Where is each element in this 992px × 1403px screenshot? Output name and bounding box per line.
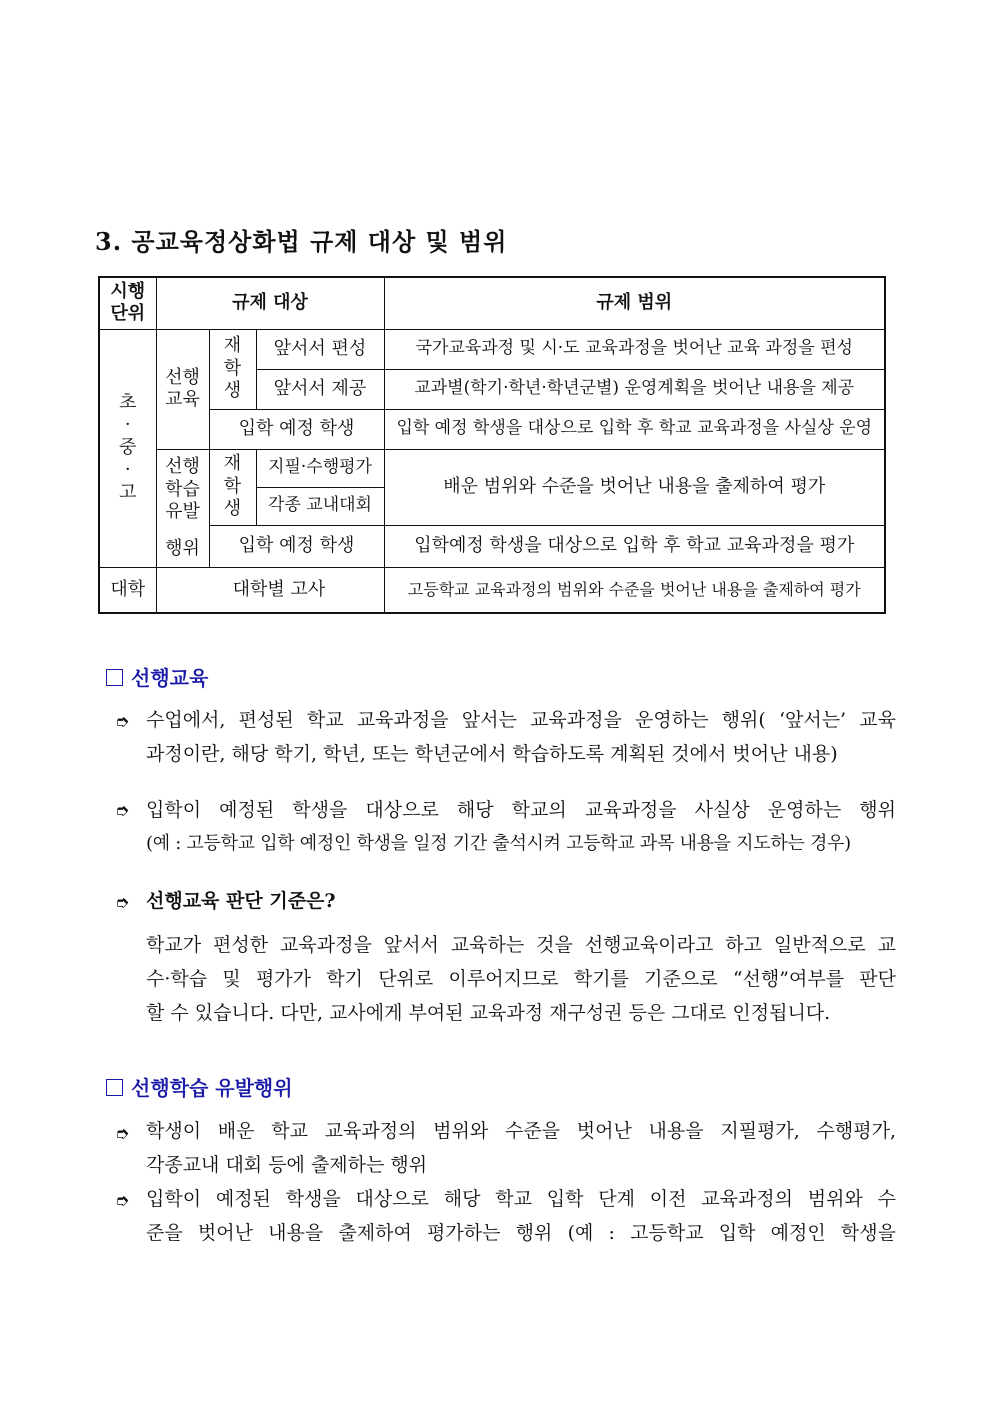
arrow-bullet-icon: ➮ <box>115 1191 130 1211</box>
enrolled-char: 생 <box>223 498 242 520</box>
table-row <box>99 329 885 369</box>
table-row <box>99 567 885 613</box>
section-heading: 3. 공교육정상화법 규제 대상 및 범위 <box>95 227 508 256</box>
target-cell: 지필·수행평가 <box>256 449 384 487</box>
enrolled-char: 학 <box>223 357 242 379</box>
target-cell: 앞서서 편성 <box>256 329 384 369</box>
category-line: 유발 <box>165 501 200 522</box>
section-title-text: 선행교육 <box>131 666 209 690</box>
enrolled-char: 재 <box>223 335 242 357</box>
target-cell: 각종 교내대회 <box>256 487 384 525</box>
paragraph <box>146 1182 896 1250</box>
unit-char: · <box>124 459 131 481</box>
section-title-prior-education <box>106 662 208 691</box>
scope-cell: 입학 예정 학생을 대상으로 입학 후 학교 교육과정을 사실상 운영 <box>384 409 885 449</box>
target-cell: 대학별 고사 <box>156 567 384 613</box>
text-line: 수·학습 및 평가가 학기 단위로 이루어지므로 학기를 기준으로 “선행”여부를 판단 <box>146 968 896 990</box>
scope-cell: 입학예정 학생을 대상으로 입학 후 학교 교육과정을 평가 <box>384 525 885 567</box>
target-cell: 입학 예정 학생 <box>209 525 384 567</box>
section-title-text: 선행학습 유발행위 <box>131 1076 293 1100</box>
category-line: 교육 <box>165 389 200 410</box>
text-line: 할 수 있습니다. 다만, 교사에게 부여된 교육과정 재구성권 등은 그대로 인정됩니다. <box>146 1002 831 1024</box>
text-line: 입학이 예정된 학생을 대상으로 해당 학교의 교육과정을 사실상 운영하는 행위 <box>146 799 896 821</box>
enrolled-students <box>209 449 256 525</box>
checkbox-square-icon <box>106 1079 123 1096</box>
scope-cell: 배운 범위와 수준을 벗어난 내용을 출제하여 평가 <box>384 449 885 525</box>
unit-char: 중 <box>119 436 137 458</box>
text-line: 학교가 편성한 교육과정을 앞서서 교육하는 것을 선행교육이라고 하고 일반적으로 교 <box>146 934 896 956</box>
paragraph <box>146 793 896 861</box>
criteria-title: 선행교육 판단 기준은? <box>146 890 336 912</box>
regulation-table <box>98 276 886 614</box>
table-header-row <box>99 277 885 329</box>
target-cell: 입학 예정 학생 <box>209 409 384 449</box>
table-row <box>99 449 885 487</box>
unit-char: 초 <box>119 391 137 413</box>
text-line: 각종교내 대회 등에 출제하는 행위 <box>146 1154 428 1176</box>
enrolled-char: 학 <box>223 475 242 497</box>
checkbox-square-icon <box>106 669 123 686</box>
unit-university: 대학 <box>99 567 156 613</box>
unit-char: 고 <box>119 481 137 503</box>
enrolled-char: 재 <box>223 453 242 475</box>
unit-char: · <box>124 414 131 436</box>
table-row <box>99 525 885 567</box>
paragraph <box>146 703 896 771</box>
category-line: 선행 <box>165 366 200 388</box>
arrow-bullet-icon: ➮ <box>115 801 130 821</box>
table-row <box>99 409 885 449</box>
category-induce-learning <box>156 449 209 567</box>
scope-cell: 고등학교 교육과정의 범위와 수준을 벗어난 내용을 출제하여 평가 <box>384 567 885 613</box>
header-scope: 규제 범위 <box>384 277 885 329</box>
scope-cell: 국가교육과정 및 시·도 교육과정을 벗어난 교육 과정을 편성 <box>384 329 885 369</box>
text-line: 입학이 예정된 학생을 대상으로 해당 학교 입학 단계 이전 교육과정의 범위와 수 <box>146 1188 896 1210</box>
section-title-induce-learning <box>106 1072 293 1101</box>
text-line: 학생이 배운 학교 교육과정의 범위와 수준을 벗어난 내용을 지필평가, 수행평가, <box>146 1120 896 1142</box>
text-line: 준을 벗어난 내용을 출제하여 평가하는 행위 (예 : 고등학교 입학 예정인 학생을 <box>146 1222 896 1244</box>
text-line: 수업에서, 편성된 학교 교육과정을 앞서는 교육과정을 운영하는 행위( ‘앞서는’ 교육 <box>146 709 896 731</box>
text-line: (예 : 고등학교 입학 예정인 학생을 일정 기간 출석시켜 고등학교 과목 내용을 지도하는 경우) <box>146 833 851 854</box>
category-line: 선행 <box>165 456 200 477</box>
category-line: 학습 <box>165 478 200 500</box>
paragraph <box>146 928 896 1030</box>
unit-school <box>99 329 156 567</box>
category-prior-education <box>156 329 209 449</box>
enrolled-char: 생 <box>223 380 242 402</box>
header-unit <box>99 277 156 329</box>
arrow-bullet-icon: ➮ <box>115 712 130 732</box>
header-unit-line1: 시행 <box>110 280 146 302</box>
text-line: 과정이란, 해당 학기, 학년, 또는 학년군에서 학습하도록 계획된 것에서 벗어난 내용) <box>146 743 838 765</box>
target-cell: 앞서서 제공 <box>256 369 384 409</box>
header-target: 규제 대상 <box>156 277 384 329</box>
arrow-bullet-icon: ➮ <box>115 1124 130 1144</box>
paragraph <box>146 1114 896 1182</box>
arrow-bullet-icon: ➮ <box>115 893 130 913</box>
header-unit-line2: 단위 <box>110 303 146 325</box>
category-line: 행위 <box>165 537 200 559</box>
enrolled-students <box>209 329 256 409</box>
scope-cell: 교과별(학기·학년·학년군별) 운영계획을 벗어난 내용을 제공 <box>384 369 885 409</box>
